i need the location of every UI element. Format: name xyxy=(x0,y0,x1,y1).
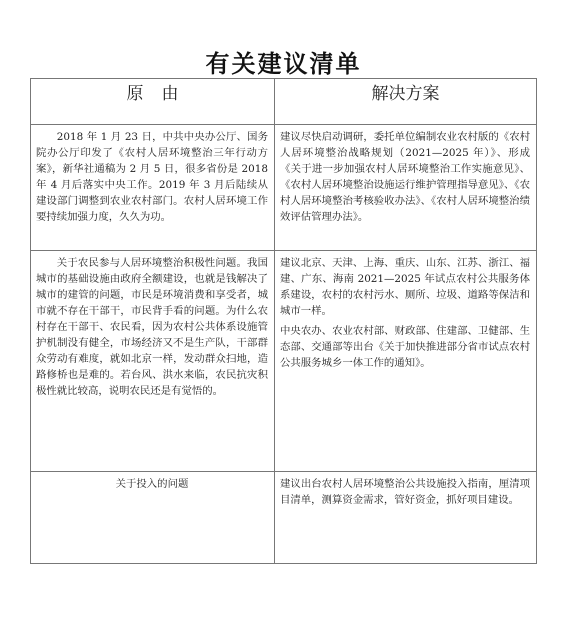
solution-text: 建议尽快启动调研，委托单位编制农业农村版的《农村人居环境整治战略规划（2021—2025 年）》、形成《关于进一步加强农村人居环境整治工作实施意见》、《农村人居环境整治设施运行维护管理指导意见》、《农村人居环境整治考核验收办法》、《农村人居环境整治绩效评估管理办法》。 xyxy=(280,131,530,223)
reason-cell xyxy=(31,125,275,251)
reason-text: 关于农民参与人居环境整治积极性问题。我国城市的基础设施由政府全额建设，也就是钱解决了城市的建管的问题，市民是环境消费和享受者，城市就不存在干部干，市民背手看的问题。为什么农村存在干部干、农民看，因为农村公共体系设施管护机制没有健全，市场经济又不是生产队，干部群众劳动有难度，就如北京一样，发动群众扫地，造路修桥也是难的。若台风、洪水来临，农民抗灾积极性就比较高，说明农民还是有觉悟的。 xyxy=(36,257,268,397)
solution-text: 建议北京、天津、上海、重庆、山东、江苏、浙江、福建、广东、海南 2021—2025 年试点农村公共服务体系建设，农村的农村污水、厕所、垃圾、道路等保洁和城市一样。 xyxy=(280,257,530,317)
page-title: 有关建议清单 xyxy=(205,50,362,78)
solution-cell xyxy=(275,251,537,472)
reason-text: 关于投入的问题 xyxy=(115,478,189,490)
table-row xyxy=(31,251,537,472)
header-solution: 解决方案 xyxy=(275,79,537,125)
solution-text: 建议出台农村人居环境整治公共设施投入指南，厘清项目清单，测算资金需求，管好资金，抓好项目建设。 xyxy=(280,478,530,506)
solution-text: 中央农办、农业农村部、财政部、住建部、卫健部、生态部、交通部等出台《关于加快推进部分省市试点农村公共服务城乡一体工作的通知》。 xyxy=(280,325,530,369)
table-row xyxy=(31,472,537,564)
table-header-row xyxy=(31,79,537,125)
reason-text: 2018 年 1 月 23 日，中共中央办公厅、国务院办公厅印发了《农村人居环境整治三年行动方案》，新华社通稿为 2 月 5 日，很多省份是 2018 年 4 月后落实中央工作。2019 年 3 月后陆续从建设部门调整到农业农村部门。农村人居环境工作要持续加强力度，久久为功。 xyxy=(36,131,268,223)
table-row xyxy=(31,125,537,251)
header-reason: 原由 xyxy=(31,79,275,125)
suggestion-table xyxy=(30,78,537,564)
solution-cell xyxy=(275,472,537,564)
reason-cell xyxy=(31,472,275,564)
reason-cell xyxy=(31,251,275,472)
solution-cell xyxy=(275,125,537,251)
